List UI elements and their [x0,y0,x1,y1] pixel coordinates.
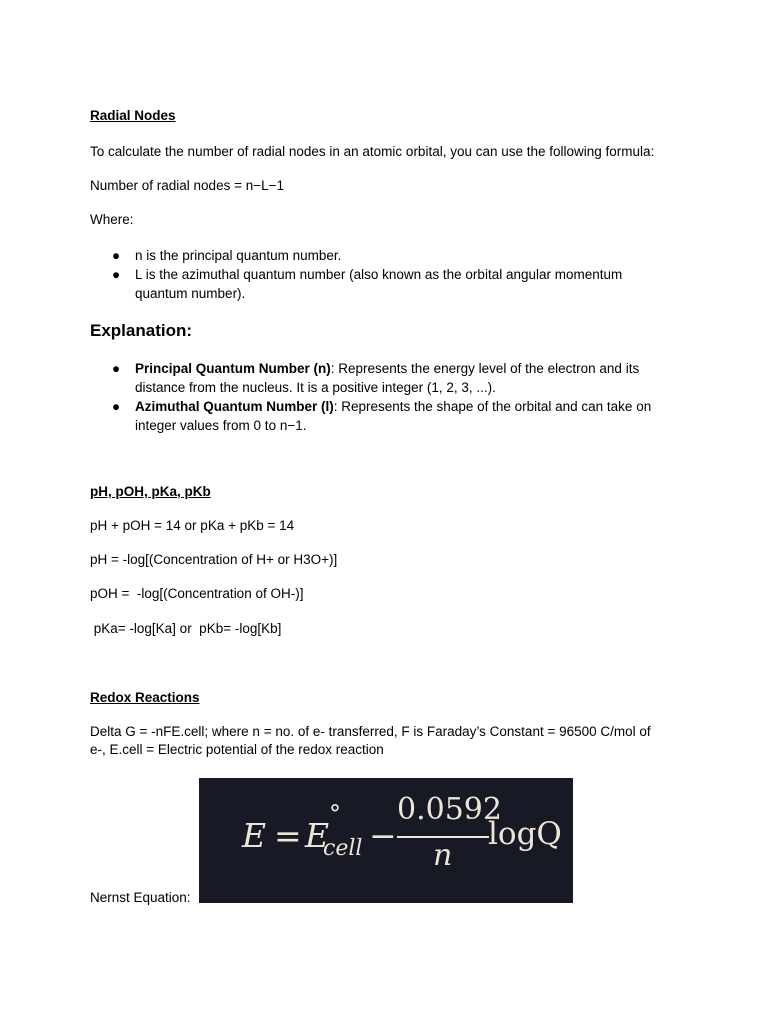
eq-denominator: n [433,838,453,873]
list-item: ● Azimuthal Quantum Number (l): Represents the shape of the orbital and can take on integer values from 0 to n−1. [112,399,652,433]
ph-line: pKa= -log[Ka] or pKb= -log[Kb] [90,621,282,636]
ph-line: pOH = -log[(Concentration of OH-)] [90,586,304,601]
ph-line: pH + pOH = 14 or pKa + pKb = 14 [90,518,295,533]
redox-line: Delta G = -nFE.cell; where n = no. of e- transferred, F is Faraday’s Constant = 96500 C/mol of [90,724,651,739]
explanation-heading: Explanation: [90,321,193,340]
bullet-icon: ● [112,399,121,414]
eq-numerator: 0.0592 [397,792,502,827]
term: Principal Quantum Number (n) [135,361,331,376]
radial-nodes-heading: Radial Nodes [90,108,176,123]
bullet-icon: ● [112,361,121,376]
redox-line: e-, E.cell = Electric potential of the redox reaction [90,742,384,757]
explanation-bullet-list [90,359,680,435]
nernst-row [90,778,680,903]
eq-log: logQ [488,816,562,852]
bullet-icon: ● [112,248,121,263]
nernst-label: Nernst Equation: [90,890,191,905]
eq-degree: ° [329,800,341,828]
bullet-icon: ● [112,267,121,282]
radial-bullet-list [90,246,680,303]
list-item: ● n is the principal quantum number. [112,248,342,263]
eq-subscript: cell [323,836,363,861]
ph-heading: pH, pOH, pKa, pKb [90,484,211,499]
eq-equals: = [274,816,302,855]
redox-heading: Redox Reactions [90,690,200,705]
radial-intro: To calculate the number of radial nodes in an atomic orbital, you can use the following formula: [90,144,655,159]
eq-minus: − [369,816,397,855]
term: Azimuthal Quantum Number (l) [135,399,334,414]
list-item: ● L is the azimuthal quantum number (also known as the orbital angular momentum quantum number). [112,267,623,301]
nernst-equation-image [199,778,573,903]
ph-line: pH = -log[(Concentration of H+ or H3O+)] [90,552,338,567]
eq-lhs: E [242,816,267,855]
eq-e0: E [305,816,330,855]
radial-formula: Number of radial nodes = n−L−1 [90,178,285,193]
where-label: Where: [90,212,134,227]
list-item: ● Principal Quantum Number (n): Represents the energy level of the electron and its distance from the nucleus. It is a positive integer (1, 2, 3, ...). [112,361,640,395]
